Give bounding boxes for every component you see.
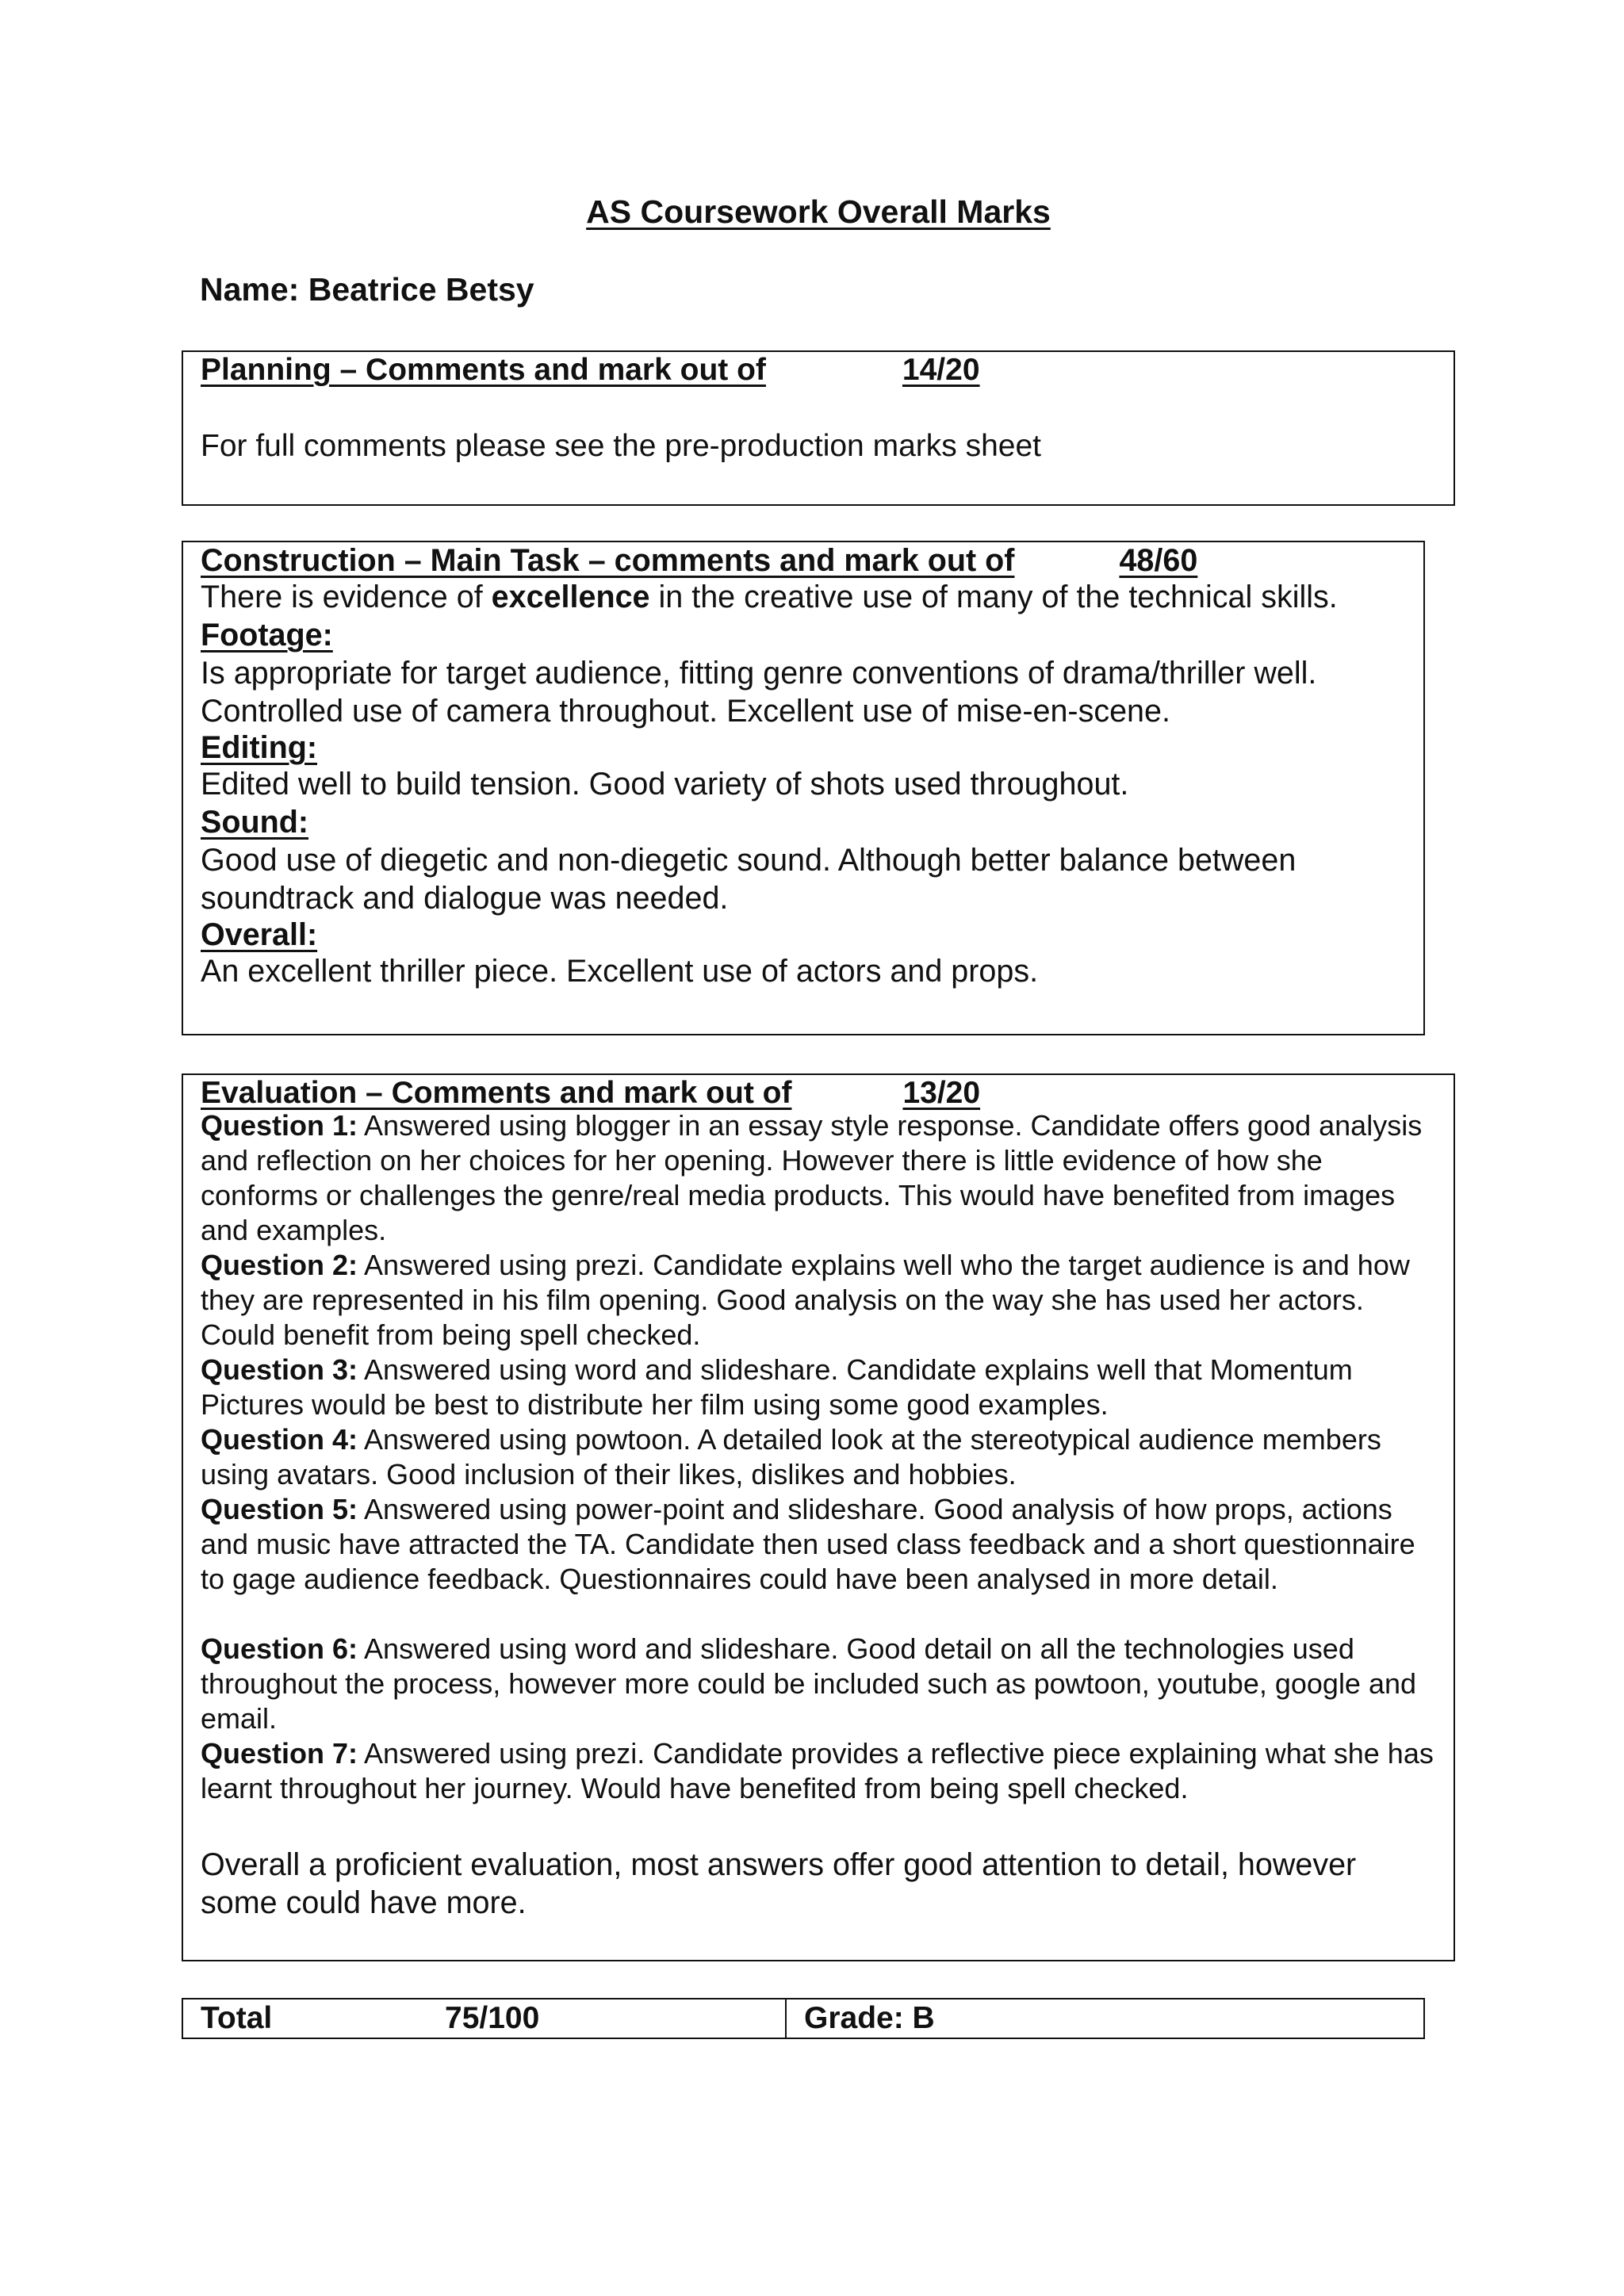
planning-heading xyxy=(201,352,980,388)
construction-heading-label: Construction – Main Task – comments and mark out of xyxy=(201,543,1015,578)
construction-mark: 48/60 xyxy=(1119,543,1198,578)
planning-comment: For full comments please see the pre-production marks sheet xyxy=(201,429,1041,463)
construction-heading xyxy=(201,542,1197,579)
sound-line-2: soundtrack and dialogue was needed. xyxy=(201,881,729,916)
evaluation-heading xyxy=(201,1075,980,1112)
overall-line-1: An excellent thriller piece. Excellent use of actors and props. xyxy=(201,954,1039,989)
planning-heading-label: Planning – Comments and mark out of xyxy=(201,353,766,387)
sound-label: Sound: xyxy=(201,805,309,840)
editing-line-1: Edited well to build tension. Good variety of shots used throughout. xyxy=(201,767,1129,802)
planning-section xyxy=(182,350,1455,506)
construction-section xyxy=(182,541,1425,1035)
evaluation-mark: 13/20 xyxy=(902,1076,981,1110)
evaluation-heading-label: Evaluation – Comments and mark out of xyxy=(201,1076,792,1110)
question-5: Question 5: Answered using power-point and slideshare. Good analysis of how props, actions and music have attracted the TA. Candidate then used class feedback and a short questionnaire to gage audience feedback. Questionnaires could have been analysed in more detail. xyxy=(201,1493,1415,1595)
page-title: AS Coursework Overall Marks xyxy=(586,193,1051,230)
student-name: Name: Beatrice Betsy xyxy=(200,271,534,308)
total-label: Total xyxy=(201,2001,273,2035)
editing-label: Editing: xyxy=(201,730,317,765)
grade-cell xyxy=(787,1999,1423,2038)
total-table xyxy=(182,1998,1425,2039)
footage-label: Footage: xyxy=(201,618,333,652)
question-3: Question 3: Answered using word and slideshare. Candidate explains well that Momentum Pictures would be best to distribute her film using some good examples. xyxy=(201,1353,1353,1421)
total-score: 75/100 xyxy=(445,2001,540,2035)
evaluation-overall: Overall a proficient evaluation, most answers offer good attention to detail, however some could have more. xyxy=(201,1847,1357,1920)
construction-intro: There is evidence of excellence in the creative use of many of the technical skills. xyxy=(201,580,1338,614)
planning-mark: 14/20 xyxy=(902,353,980,387)
question-2: Question 2: Answered using prezi. Candidate explains well who the target audience is and how they are represented in his film opening. Good analysis on the way she has used her actors. Could benefit from being spell checked. xyxy=(201,1249,1410,1351)
evaluation-section xyxy=(182,1073,1455,1961)
overall-label: Overall: xyxy=(201,917,318,952)
question-6: Question 6: Answered using word and slideshare. Good detail on all the technologies used throughout the process, however more could be included such as powtoon, youtube, google and email. xyxy=(201,1632,1417,1735)
question-1: Question 1: Answered using blogger in an essay style response. Candidate offers good analysis and reflection on her choices for her opening. However there is little evidence of how she conforms or challenges the genre/real media products. This would have benefited from images and examples. xyxy=(201,1109,1423,1246)
total-cell xyxy=(183,1999,787,2038)
grade-value: Grade: B xyxy=(804,2001,935,2035)
question-7: Question 7: Answered using prezi. Candidate provides a reflective piece explaining what she has learnt throughout her journey. Would have benefited from being spell checked. xyxy=(201,1737,1434,1804)
footage-line-1: Is appropriate for target audience, fitting genre conventions of drama/thriller well. xyxy=(201,656,1317,691)
sound-line-1: Good use of diegetic and non-diegetic sound. Although better balance between xyxy=(201,843,1297,878)
emphasis-excellence: excellence xyxy=(491,580,650,614)
footage-line-2: Controlled use of camera throughout. Excellent use of mise-en-scene. xyxy=(201,694,1170,729)
question-4: Question 4: Answered using powtoon. A detailed look at the stereotypical audience members using avatars. Good inclusion of their likes, dislikes and hobbies. xyxy=(201,1423,1381,1490)
